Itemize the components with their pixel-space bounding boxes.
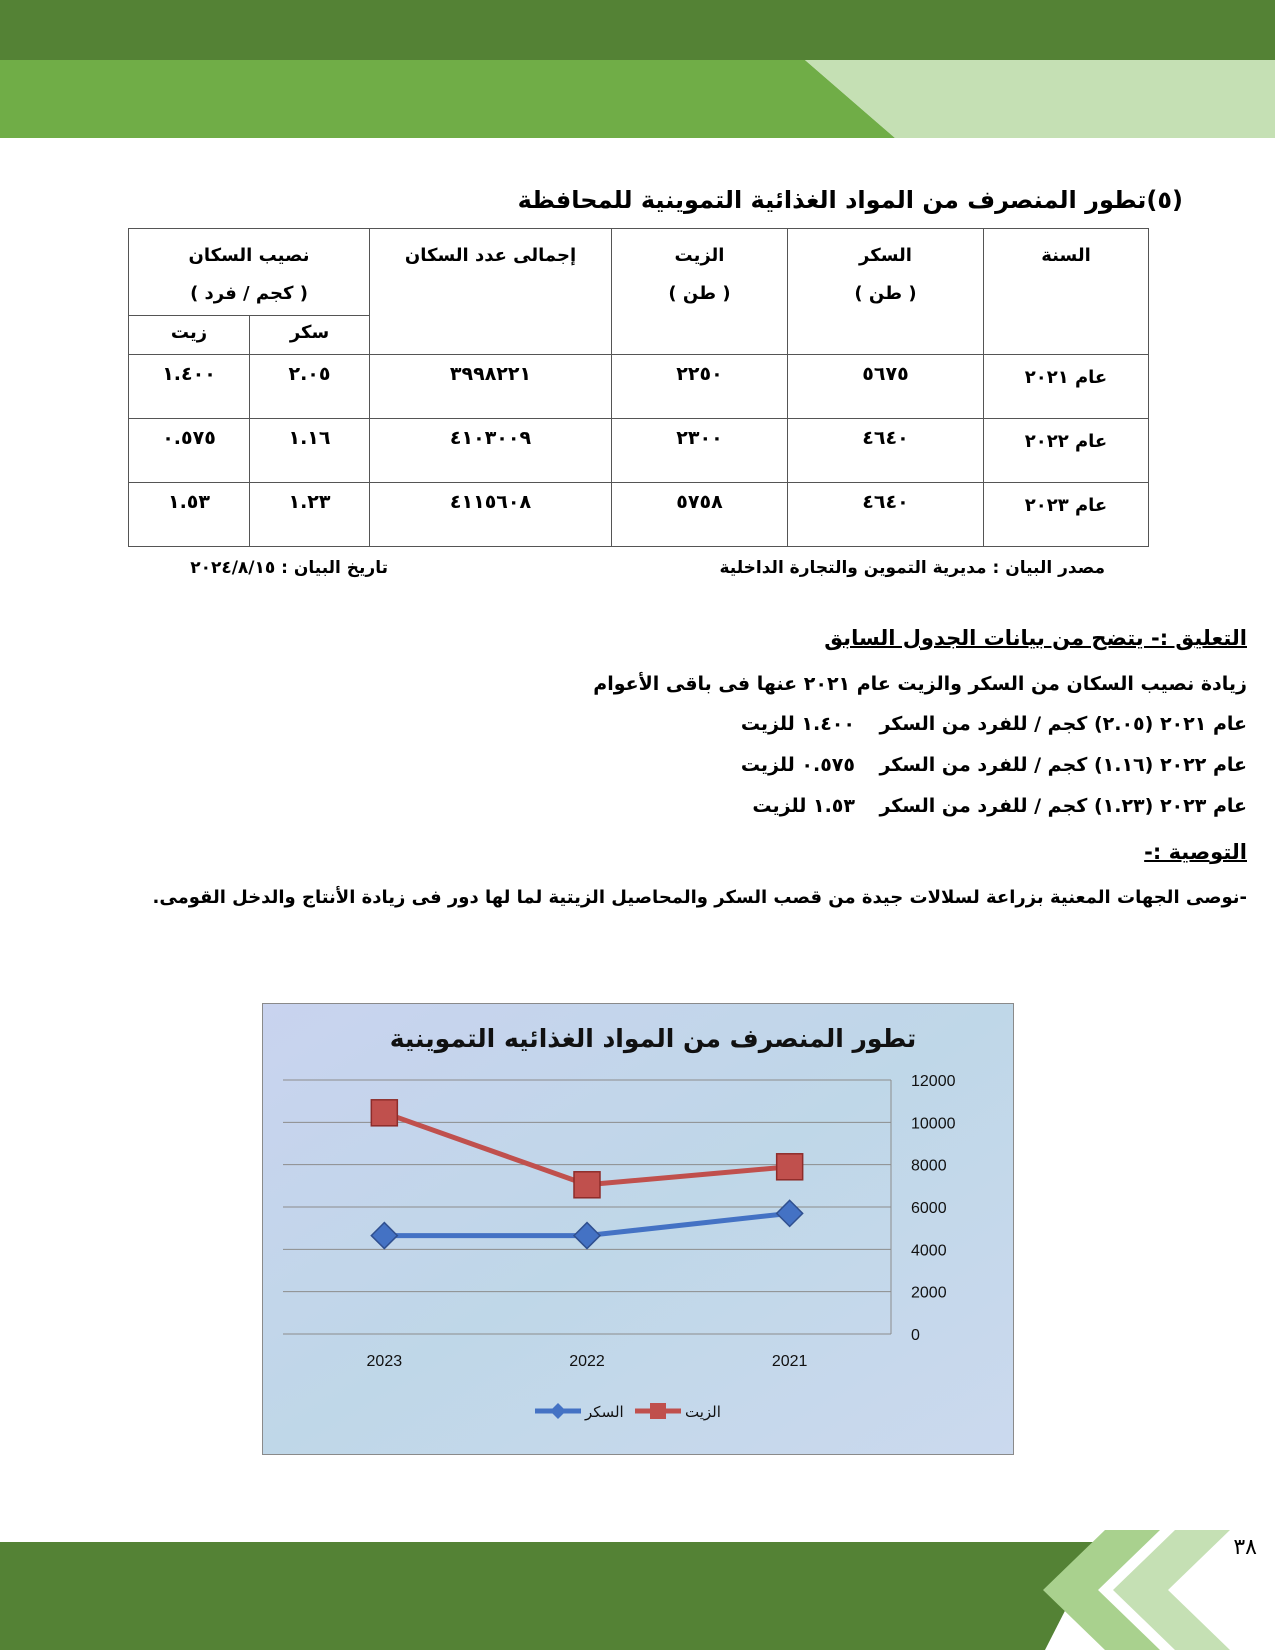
y-tick-label: 8000 <box>911 1157 947 1175</box>
comment-line-2021-oil: ١.٤٠٠ للزيت <box>740 713 855 735</box>
header-share-sugar: سكر <box>250 316 370 355</box>
header-sugar: السكر ( طن ) <box>788 229 984 355</box>
data-point-oil <box>371 1100 397 1126</box>
comment-line-2021-sugar: عام ٢٠٢١ (٢.٠٥) كجم / للفرد من السكر <box>879 713 1247 735</box>
table-row <box>129 419 1149 483</box>
y-tick-label: 6000 <box>911 1200 947 1217</box>
source-note: مصدر البيان : مديرية التموين والتجارة الداخلية <box>719 558 1105 578</box>
cell-oil: ٥٧٥٨ <box>612 483 788 547</box>
page-number: ٣٨ <box>1233 1535 1257 1560</box>
cell-sugar: ٥٦٧٥ <box>788 355 984 419</box>
cell-population: ٤١١٥٦٠٨ <box>370 483 612 547</box>
section-title: (٥)تطور المنصرف من المواد الغذائية التموينية للمحافظة <box>517 186 1183 214</box>
comment-line-2023-sugar: عام ٢٠٢٣ (١.٢٣) كجم / للفرد من السكر <box>879 795 1247 817</box>
cell-sugar: ٤٦٤٠ <box>788 483 984 547</box>
date-note: تاريخ البيان : ٢٠٢٤/٨/١٥ <box>190 558 388 578</box>
cell-oil: ٢٢٥٠ <box>612 355 788 419</box>
cell-share-oil: ١.٥٣ <box>129 483 250 547</box>
y-tick-label: 4000 <box>911 1242 947 1260</box>
cell-population: ٤١٠٣٠٠٩ <box>370 419 612 483</box>
cell-population: ٣٩٩٨٢٢١ <box>370 355 612 419</box>
cell-share-oil: ٠.٥٧٥ <box>129 419 250 483</box>
cell-year: عام ٢٠٢١ <box>984 355 1149 419</box>
comment-line-2023-oil: ١.٥٣ للزيت <box>752 795 855 817</box>
header-population: إجمالى عدد السكان <box>370 229 612 355</box>
comment-intro: زيادة نصيب السكان من السكر والزيت عام ٢٠٢١ عنها فى باقى الأعوام <box>593 673 1247 695</box>
cell-year: عام ٢٠٢٣ <box>984 483 1149 547</box>
comment-line-2022-oil: ٠.٥٧٥ للزيت <box>740 754 855 776</box>
cell-share-sugar: ١.٢٣ <box>250 483 370 547</box>
comment-heading: التعليق :- يتضح من بيانات الجدول السابق <box>824 626 1247 650</box>
table-row <box>129 355 1149 419</box>
x-tick-label: 2023 <box>366 1353 403 1370</box>
food-supply-table <box>128 228 1149 547</box>
legend-label-sugar: السكر <box>585 1403 624 1421</box>
recommendation-heading: التوصية :- <box>1144 840 1247 864</box>
legend-label-oil: الزيت <box>685 1403 721 1421</box>
data-point-oil <box>574 1172 600 1198</box>
data-point-oil <box>777 1154 803 1180</box>
header-share: نصيب السكان ( كجم / فرد ) <box>129 229 370 316</box>
chart-container <box>262 1003 1014 1455</box>
line-chart <box>263 1004 1013 1454</box>
header-share-oil: زيت <box>129 316 250 355</box>
cell-share-sugar: ١.١٦ <box>250 419 370 483</box>
x-tick-label: 2021 <box>771 1353 808 1370</box>
cell-share-sugar: ٢.٠٥ <box>250 355 370 419</box>
recommendation-text: -نوصى الجهات المعنية بزراعة لسلالات جيدة من قصب السكر والمحاصيل الزيتية لما لها دور فى زيادة الأنتاج والدخل القومى. <box>152 887 1247 908</box>
comment-line-2022-sugar: عام ٢٠٢٢ (١.١٦) كجم / للفرد من السكر <box>879 754 1247 776</box>
y-tick-label: 10000 <box>911 1115 956 1133</box>
header-oil: الزيت ( طن ) <box>612 229 788 355</box>
y-tick-label: 0 <box>911 1327 920 1344</box>
header-year: السنة <box>984 229 1149 355</box>
cell-sugar: ٤٦٤٠ <box>788 419 984 483</box>
x-tick-label: 2022 <box>569 1353 605 1370</box>
table-row <box>129 483 1149 547</box>
y-tick-label: 2000 <box>911 1284 947 1302</box>
footer-band <box>0 1530 1275 1650</box>
cell-year: عام ٢٠٢٢ <box>984 419 1149 483</box>
header-band <box>0 0 1275 140</box>
chart-title: تطور المنصرف من المواد الغذائيه التموينية <box>389 1024 917 1053</box>
y-tick-label: 12000 <box>911 1073 956 1090</box>
cell-share-oil: ١.٤٠٠ <box>129 355 250 419</box>
cell-oil: ٢٣٠٠ <box>612 419 788 483</box>
legend-marker-oil <box>650 1403 666 1419</box>
